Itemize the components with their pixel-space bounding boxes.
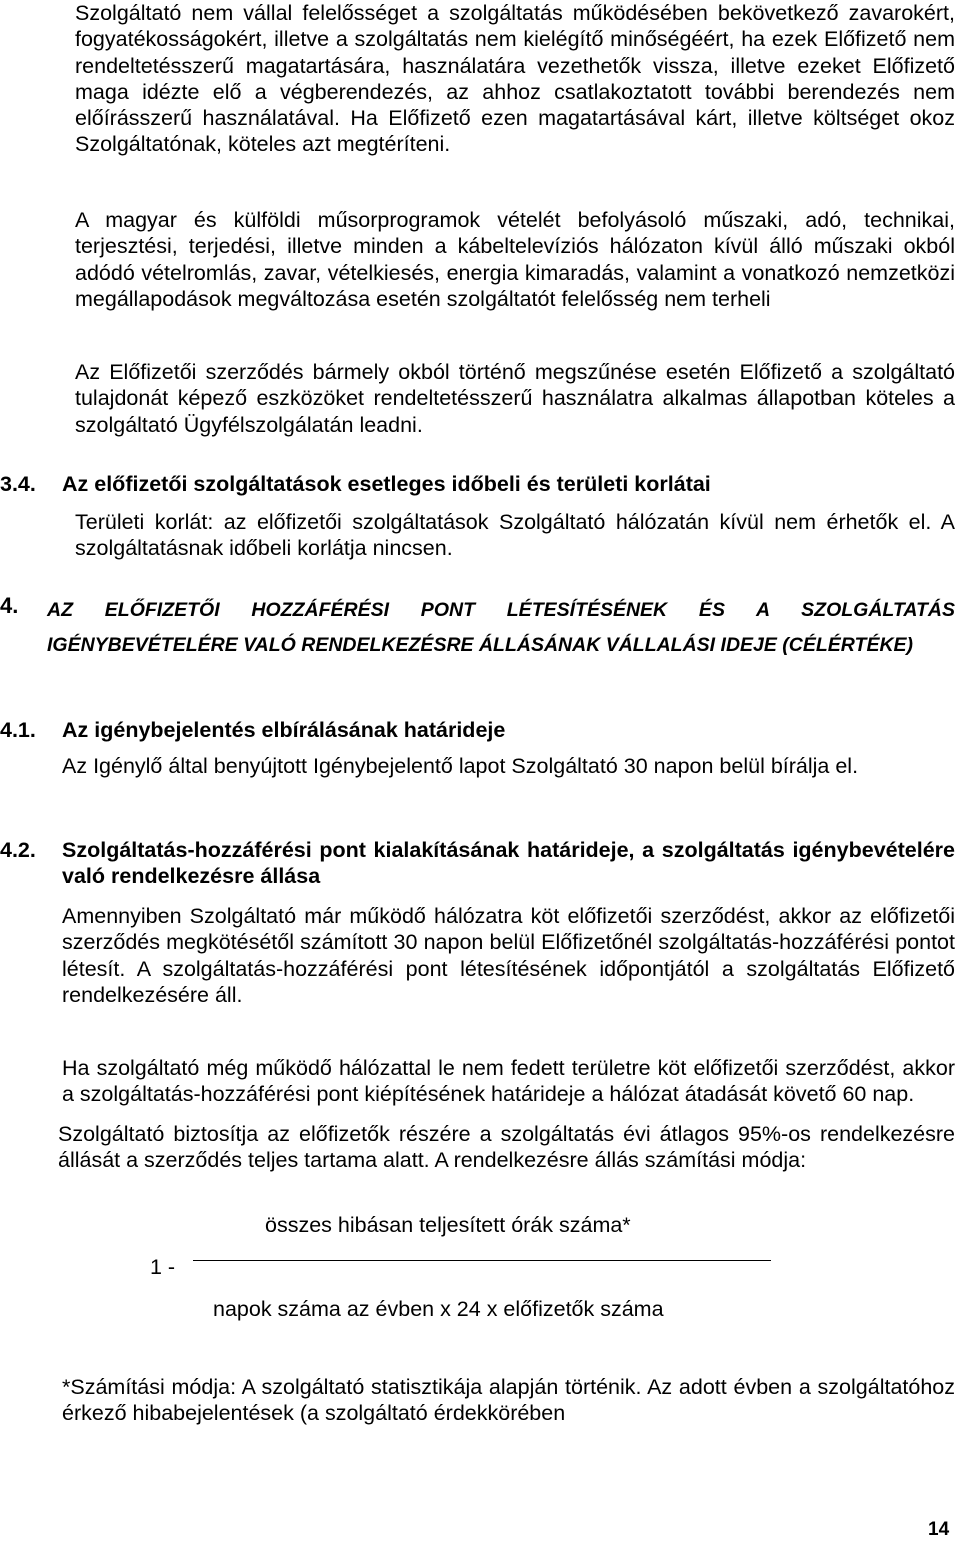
formula-fraction-bar <box>193 1260 771 1261</box>
page-number: 14 <box>928 1519 950 1540</box>
paragraph-device-return: Az Előfizetői szerződés bármely okból történő megszűnése esetén Előfizető a szolgáltató tulajdonát képező eszközöket rendeltetésszerű használatra alkalmas állapotban köteles a szolgáltató Ügyfélszolgálatán leadni. <box>75 360 955 437</box>
paragraph-calculation-method: *Számítási módja: A szolgáltató statisztikája alapján történik. Az adott évben a szolgáltatóhoz érkező hibabejelentések (a szolgáltató érdekkörében <box>62 1375 955 1426</box>
paragraph-new-network: Ha szolgáltató még működő hálózattal le nem fedett területre köt előfizetői szerződést, akkor a szolgáltatás-hozzáférési pont kiépítésének határideje a hálózat átadását követő 60 nap. <box>62 1056 955 1107</box>
paragraph-broadcast-disclaimer: A magyar és külföldi műsorprogramok vételét befolyásoló műszaki, adó, technikai, terjesztési, terjedési, illetve minden a kábeltelevíziós hálózaton kívül álló műszaki okból adódó vételromlás, zavar, vételkiesés, energia kimaradás, valamint a vonatkozó nemzetközi megállapodások megváltozása esetén szolgáltatót felelősség nem terheli <box>75 208 955 311</box>
section-heading-4-1: Az igénybejelentés elbírálásának határideje <box>62 718 506 742</box>
section-number-3-4: 3.4. <box>0 472 36 496</box>
paragraph-territorial-limit: Területi korlát: az előfizetői szolgáltatások Szolgáltató hálózatán kívül nem érhetők el. A szolgáltatásnak időbeli korlátja nincsen. <box>75 510 955 561</box>
formula-prefix: 1 - <box>150 1255 176 1279</box>
paragraph-existing-network: Amennyiben Szolgáltató már működő hálózatra köt előfizetői szerződést, akkor az előfizetői szerződés megkötésétől számított 30 napon belül Előfizetőnél szolgáltatás-hozzáférési pontot létesít. A szolgáltatás-hozzáférési pont létesítésének időpontjától a szolgáltatás Előfizető rendelkezésére áll. <box>62 904 955 1007</box>
section-heading-4: AZ ELŐFIZETŐI HOZZÁFÉRÉSI PONT LÉTESÍTÉSÉNEK ÉS A SZOLGÁLTATÁS IGÉNYBEVÉTELÉRE VALÓ RENDELKEZÉSRE ÁLLÁSÁNAK VÁLLALÁSI IDEJE (CÉLÉRTÉKE) <box>47 599 955 656</box>
paragraph-availability: Szolgáltató biztosítja az előfizetők részére a szolgáltatás évi átlagos 95%-os rendelkezésre állását a szerződés teljes tartama alatt. A rendelkezésre állás számítási módja: <box>58 1122 955 1173</box>
section-number-4: 4. <box>0 593 19 618</box>
formula-numerator: összes hibásan teljesített órák száma* <box>265 1213 631 1237</box>
section-number-4-1: 4.1. <box>0 718 36 742</box>
paragraph-liability: Szolgáltató nem vállal felelősséget a szolgáltatás működésében bekövetkező zavarokért, fogyatékosságokért, illetve a szolgáltatás nem kielégítő minőségéért, ha ezek Előfizető nem rendeltetésszerű magatartására, használatára vezethetők vissza, illetve ezeket Előfizető maga idézte elő a végberendezés, az ahhoz csatlakoztatott további berendezés nem előírásszerű használatával. Ha Előfizető ezen magatartásával kárt, illetve költséget okoz Szolgáltatónak, köteles azt megtéríteni. <box>75 1 955 157</box>
section-heading-4-2: Szolgáltatás-hozzáférési pont kialakításának határideje, a szolgáltatás igénybevételére való rendelkezésre állása <box>62 838 955 888</box>
section-heading-3-4: Az előfizetői szolgáltatások esetleges időbeli és területi korlátai <box>62 472 711 496</box>
formula-denominator: napok száma az évben x 24 x előfizetők száma <box>213 1297 664 1321</box>
paragraph-request-review: Az Igénylő által benyújtott Igénybejelentő lapot Szolgáltató 30 napon belül bírálja el. <box>62 754 859 778</box>
section-number-4-2: 4.2. <box>0 838 36 862</box>
